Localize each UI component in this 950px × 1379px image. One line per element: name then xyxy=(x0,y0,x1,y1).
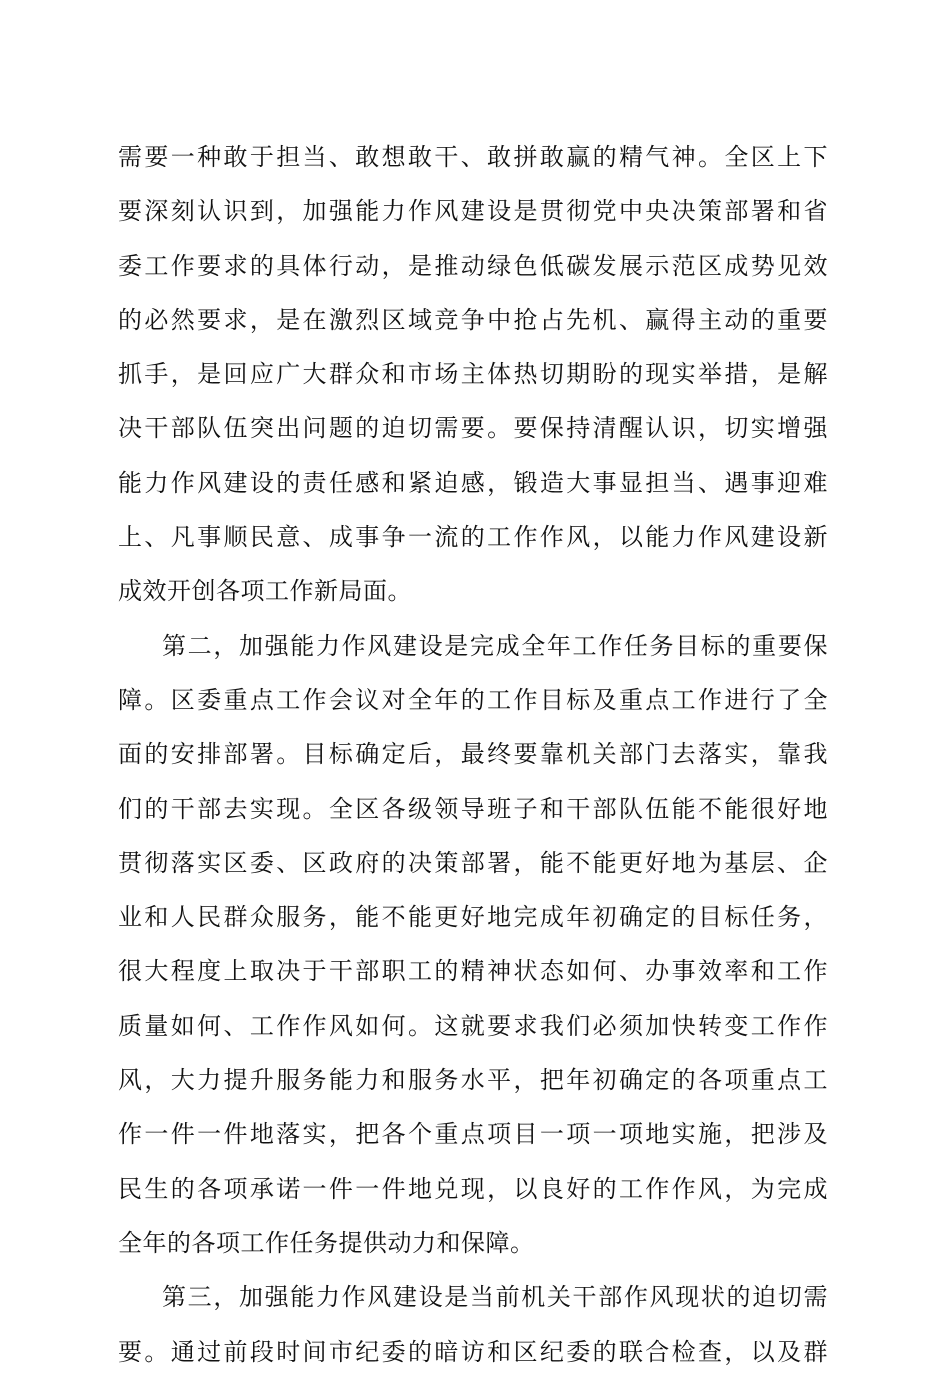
text-line: 作一件一件地落实，把各个重点项目一项一项地实施，把涉及 xyxy=(118,1120,828,1149)
text-line: 上、凡事顺民意、成事争一流的工作作风，以能力作风建设新 xyxy=(118,523,828,552)
text-line: 需要一种敢于担当、敢想敢干、敢拼敢赢的精气神。全区上下 xyxy=(118,143,828,171)
text-line: 质量如何、工作作风如何。这就要求我们必须加快转变工作作 xyxy=(118,1011,828,1040)
paragraph-3 xyxy=(118,1270,828,1379)
text-line: 要。通过前段时间市纪委的暗访和区纪委的联合检查，以及群 xyxy=(118,1337,828,1366)
text-line: 风，大力提升服务能力和服务水平，把年初确定的各项重点工 xyxy=(118,1066,828,1095)
text-line: 要深刻认识到，加强能力作风建设是贯彻党中央决策部署和省 xyxy=(118,197,828,226)
text-line: 民生的各项承诺一件一件地兑现，以良好的工作作风，为完成 xyxy=(118,1174,828,1203)
text-line: 面的安排部署。目标确定后，最终要靠机关部门去落实，靠我 xyxy=(118,740,828,769)
paragraph-1 xyxy=(118,130,828,619)
text-line: 成效开创各项工作新局面。 xyxy=(118,577,412,606)
text-line: 委工作要求的具体行动，是推动绿色低碳发展示范区成势见效 xyxy=(118,251,828,280)
text-line: 贯彻落实区委、区政府的决策部署，能不能更好地为基层、企 xyxy=(118,848,828,877)
document-body xyxy=(118,130,828,1379)
text-line: 障。区委重点工作会议对全年的工作目标及重点工作进行了全 xyxy=(118,685,828,714)
text-line: 第二，加强能力作风建设是完成全年工作任务目标的重要保 xyxy=(162,631,828,660)
text-line: 业和人民群众服务，能不能更好地完成年初确定的目标任务， xyxy=(118,903,828,932)
text-line: 的必然要求，是在激烈区域竞争中抢占先机、赢得主动的重要 xyxy=(118,305,828,334)
text-line: 第三，加强能力作风建设是当前机关干部作风现状的迫切需 xyxy=(162,1283,828,1312)
text-line: 们的干部去实现。全区各级领导班子和干部队伍能不能很好地 xyxy=(118,794,828,823)
text-line: 决干部队伍突出问题的迫切需要。要保持清醒认识，切实增强 xyxy=(118,414,828,443)
text-line: 抓手，是回应广大群众和市场主体热切期盼的现实举措，是解 xyxy=(118,360,828,389)
text-line: 全年的各项工作任务提供动力和保障。 xyxy=(118,1228,535,1257)
text-line: 能力作风建设的责任感和紧迫感，锻造大事显担当、遇事迎难 xyxy=(118,468,828,497)
paragraph-2 xyxy=(118,619,828,1271)
text-line: 很大程度上取决于干部职工的精神状态如何、办事效率和工作 xyxy=(118,957,828,986)
